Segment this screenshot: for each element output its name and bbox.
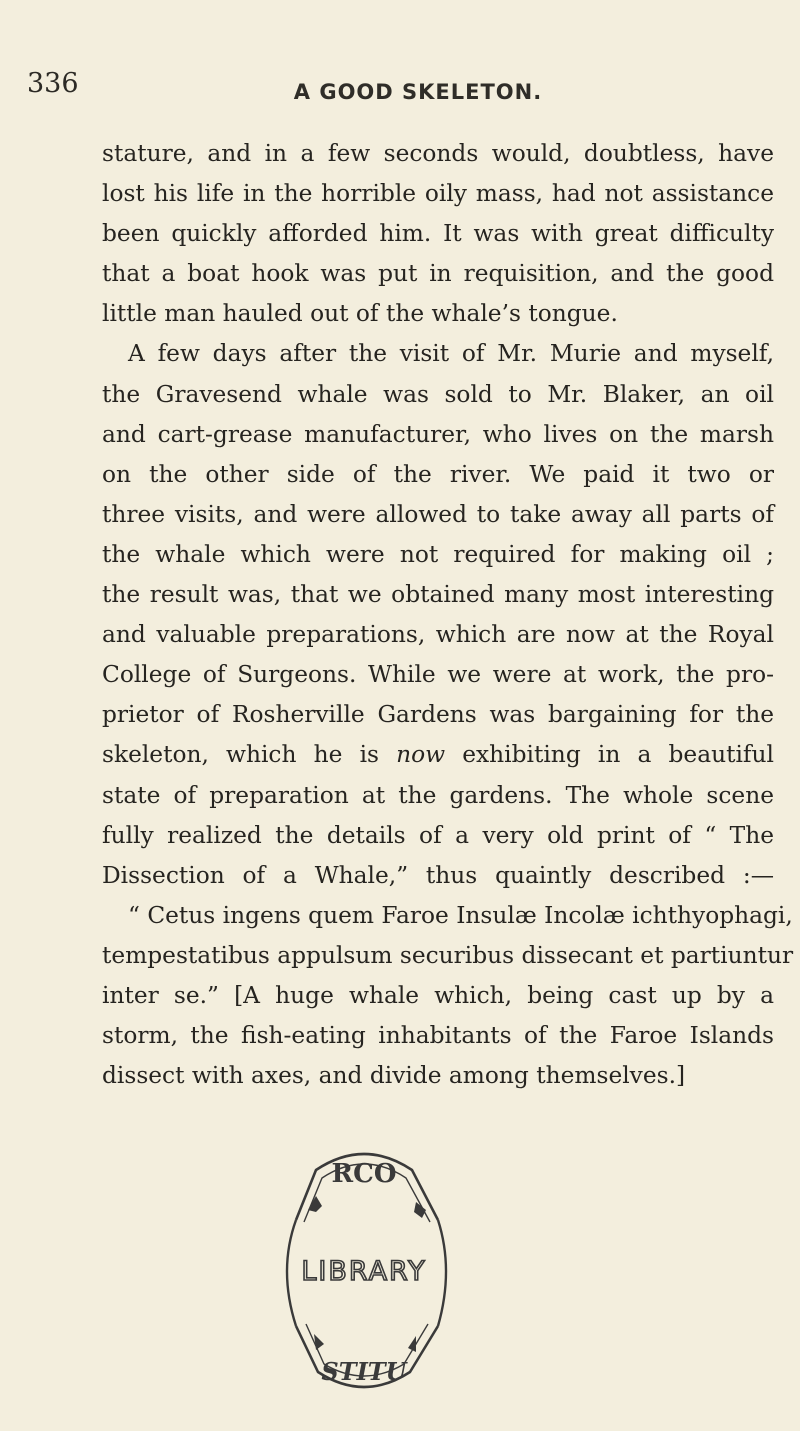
text-line: fully realized the details of a very old print of “ The (102, 821, 774, 849)
text-line: “ Cetus ingens quem Faroe Insulæ Incolæ ichthyophagi, (128, 901, 793, 929)
text-line: state of preparation at the gardens. The whole scene (102, 781, 774, 809)
italic-word: now (396, 741, 446, 769)
text-line: and cart-grease manufacturer, who lives on the marsh (102, 420, 774, 448)
stamp-text-top: RCO (331, 1159, 397, 1189)
body-text (102, 134, 794, 1096)
text-line (102, 735, 774, 775)
text-segment: exhibiting in a beautiful (445, 741, 774, 769)
page-number: 336 (27, 68, 79, 99)
text-line: that a boat hook was put in requisition, and the good (102, 260, 774, 288)
text-line: dissect with axes, and divide among themselves.] (102, 1062, 686, 1090)
text-line: the result was, that we obtained many most interesting (102, 581, 774, 609)
text-line: tempestatibus appulsum securibus dissecant et partiuntur (102, 941, 794, 969)
text-line: stature, and in a few seconds would, doubtless, have (102, 140, 774, 167)
text-segment: skeleton, which he is (102, 741, 397, 769)
text-line: A few days after the visit of Mr. Murie and myself, (128, 340, 774, 368)
text-line: prietor of Rosherville Gardens was bargaining for the (102, 701, 774, 729)
text-line: on the other side of the river. We paid it two or (102, 460, 774, 488)
stamp-text-center: LIBRARY (301, 1256, 427, 1287)
text-line: little man hauled out of the whale’s tongue. (102, 300, 618, 328)
text-line: storm, the fish-eating inhabitants of the Faroe Islands (102, 1022, 774, 1050)
text-line: lost his life in the horrible oily mass, had not assistance (102, 180, 774, 208)
running-title: A GOOD SKELETON. (293, 80, 543, 104)
stamp-text-bottom: STITU (321, 1357, 407, 1386)
text-line: been quickly afforded him. It was with great difficulty (102, 220, 774, 248)
text-line: and valuable preparations, which are now at the Royal (102, 621, 774, 649)
text-line: three visits, and were allowed to take away all parts of (102, 500, 774, 528)
text-line: Dissection of a Whale,” thus quaintly described :— (102, 861, 774, 889)
text-line: College of Surgeons. While we were at work, the pro- (102, 661, 774, 689)
text-line: the whale which were not required for making oil ; (102, 540, 774, 568)
text-line: inter se.” [A huge whale which, being cast up by a (102, 981, 774, 1009)
text-line: the Gravesend whale was sold to Mr. Blaker, an oil (102, 380, 774, 408)
library-stamp-icon (256, 1140, 472, 1402)
